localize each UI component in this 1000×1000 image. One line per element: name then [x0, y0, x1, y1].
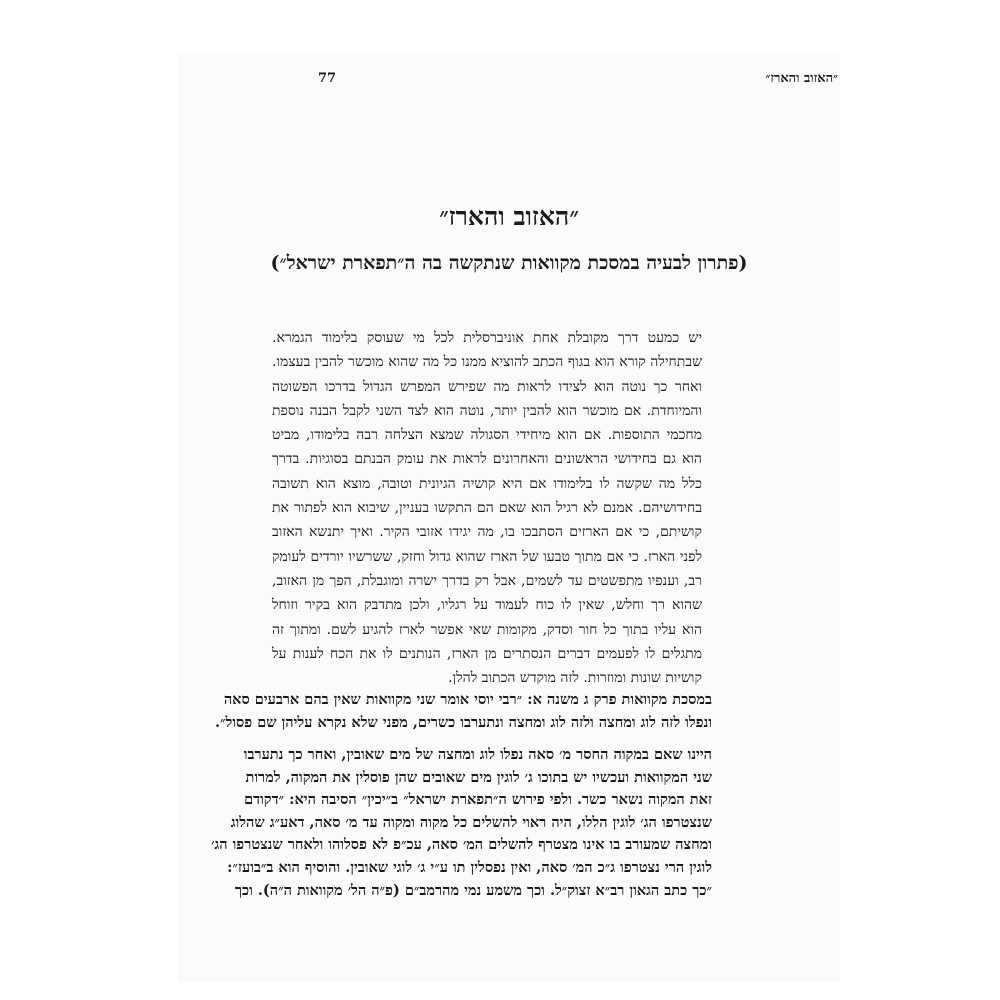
text-line: רב, וענפיו מתפשטים עד לשמים, אבל רק בדרך ישרה ומוגבלת, הפך מן האזוב, — [272, 572, 702, 589]
text-line: שהוא רך וחלש, שאין לו כוח לעמוד על רגליו, ולכן מתדבק הוא בקיר וזוחל — [272, 597, 702, 614]
running-title: ״האזוב והארז״ — [765, 71, 838, 86]
text-line: שנצטרפו הג׳ לוגין הללו, היה ראוי להשלים כל מקוה ומקוה עד מ׳ סאה, דאע״ג שהלוג — [230, 813, 712, 831]
text-line: מחכמי התוספות. אם הוא מיחידי הסגולה שמצא הצלחה רבה בלימודו, מביט — [272, 427, 702, 444]
text-line: קושיות שונות ומוזרות. לזה מוקדש הכתוב להלן. — [448, 670, 702, 687]
text-line: ומחצה שמעורב בו אינו מצטרף להשלים המ׳ סאה, עכ״פ לא פסלוהו ולאחר שנצטרפו הג׳ — [211, 836, 712, 854]
article-title: ״האזוב והארז״ — [439, 202, 579, 231]
text-line: לוגין הרי נצטרפו ג״כ המ׳ סאה, ואין נפסלין תו ע״י ג׳ לוגי שאובין. והוסיף הוא ב״בועז״: — [227, 858, 712, 876]
page-number: 77 — [318, 71, 337, 86]
text-line: הוא עליו בתוך כל חור וסדק, מקומות שאי אפשר לארז להגיע לשם. ומתוך זה — [272, 621, 702, 638]
text-line: לפני הארז. כי אם מתוך טבעו של הארז שהוא גדול וחזק, ששרשיו יורדים לעומק — [272, 548, 702, 565]
text-line: יש כמעט דרך מקובלת אחת אוניברסלית לכל מי שעוסק בלימוד הגמרא. — [272, 330, 702, 346]
text-line: ״כך כתב הגאון רב״א זצוק״ל. וכך משמע נמי מהרמב״ם (פ״ה הל׳ מקוואות ה״ה). וכך — [234, 881, 712, 899]
text-line: כלל מה שקשה לו בלימודו אם היא קושיה הגיונית וטובה, מוצא הוא תשובה — [272, 475, 702, 492]
article-subtitle: (פתרון לבעיה במסכת מקוואות שנתקשה בה ה״תפארת ישראל״) — [270, 252, 748, 274]
intro-paragraph — [272, 326, 702, 690]
text-line: מתגלים לו לפעמים דברים הנסתרים מן הארז, הנותנים לו את הכח לענות על — [272, 645, 702, 662]
text-line: שני המקוואות ועכשיו יש בתוכו ג׳ לוגין מים שאובים שהן פוסלין את המקוה, למרות — [245, 768, 712, 786]
text-line: שבתחילה קורא הוא בגוף הכתב להוציא ממנו כל מה שהוא מוכשר להבין בעצמו. — [272, 354, 702, 371]
text-line: הוא גם בחידושי הראשונים והאחרונים לראות את עומק הבנתם בסוגיות. בדרך — [272, 451, 702, 468]
mishnah-quote-paragraph — [215, 688, 712, 734]
running-header — [318, 70, 838, 86]
text-line: זאת המקוה נשאר כשר. ולפי פירוש ה״תפארת ישראל״ ב״יכין״ הסיבה היא: ״דקודם — [244, 791, 712, 809]
explanation-paragraph — [211, 744, 712, 902]
text-line: במסכת מקוואות פרק ג משנה א: ״רבי יוסי אומר שני מקוואות שאין בהם ארבעים סאה — [223, 691, 712, 708]
text-line: והמיוחדת. אם מוכשר הוא להבין יותר, נוטה הוא לצד השני לקבל הבנה נוספת — [272, 402, 702, 419]
text-line: ונפלו לזה לוג ומחצה ולזה לוג ומחצה ונתערבו כשרים, מפני שלא נקרא עליהן שם פסול״. — [215, 714, 712, 731]
text-line: קושיתם, כי אם הארזים הסתבכו בו, מה יגידו אזובי הקיר. ואיך יתנשא האזוב — [272, 524, 702, 541]
text-line: ואחר כך נוטה הוא לצידו לראות מה שפירש המפרש הגדול בדרכו הפשוטה — [272, 378, 702, 395]
text-line: בחידושיהם. אמנם לא רגיל הוא שאם הם התקשו בעניין, שיבוא הוא לפתור את — [272, 500, 702, 517]
text-line: היינו שאם במקוה החסר מ׳ סאה נפלו לוג ומחצה של מים שאובין, ואחר כך נתערבו — [243, 746, 712, 763]
